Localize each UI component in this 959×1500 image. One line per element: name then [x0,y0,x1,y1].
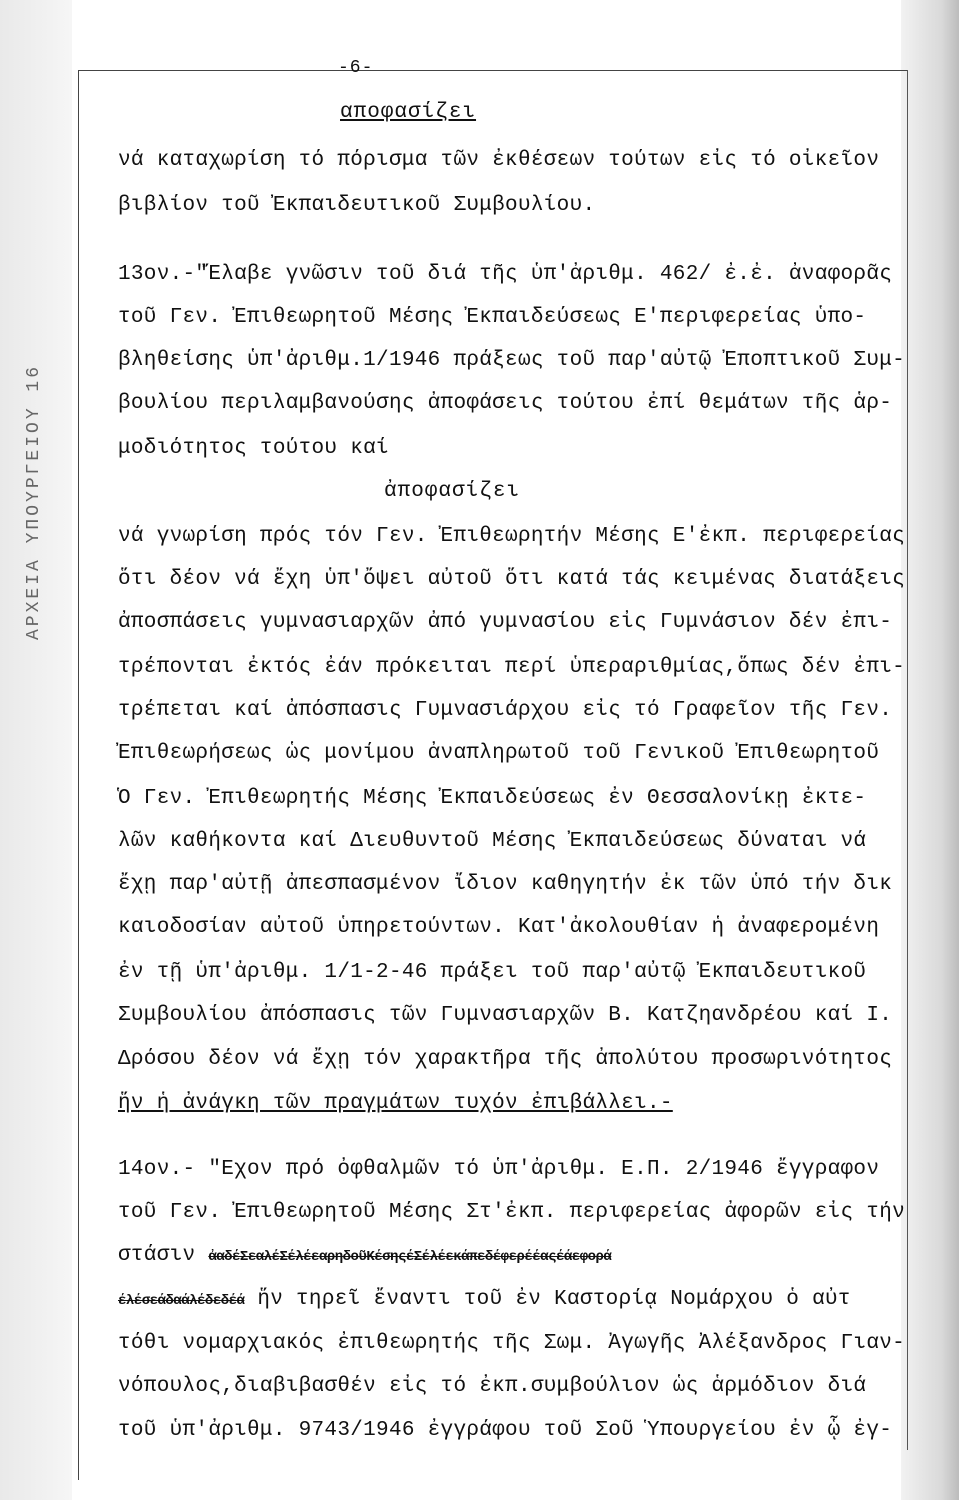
text-line-with-cancellation [118,1243,611,1270]
text-line-with-cancellation [118,1287,851,1314]
decision-heading-2: ἀποφασίζει [384,480,521,503]
text-line: τοῦ ὑπ'ἀριθμ. 9743/1946 ἐγγράφου τοῦ Σοῦ Ὑπουργείου ἐν ᾧ ἐγ- [118,1419,893,1442]
line-text: ἥν τηρεῖ ἔναντι τοῦ ἐν Καστορίᾳ Νομάρχου ὁ αὐτ [257,1288,851,1311]
cancelled-text: ἀαδέΣεαλέΣέλέεαρηδοῦΚέσηςέΣέλέεκάπεδέφερέέαςέάεφορά [208,1249,612,1265]
scan-right-binding [901,0,959,1500]
text-line: τρέπεται καί ἀπόσπασις Γυμνασιάρχου εἰς τό Γραφεῖον τῆς Γεν. [118,699,893,722]
scan-left-margin [0,0,72,1500]
page-frame-left [78,70,79,1480]
text-line: νά γνωρίση πρός τόν Γεν. Ἐπιθεωρητήν Μέσης Ε'ἐκπ. περιφερείας [118,525,906,548]
text-line: Ἐπιθεωρήσεως ὡς μονίμου ἀναπληρωτοῦ τοῦ Γενικοῦ Ἐπιθεωρητοῦ [118,742,880,765]
text-line: ἀποσπάσεις γυμνασιαρχῶν ἀπό γυμνασίου εἰς Γυμνάσιον δέν ἐπι- [118,611,893,634]
decision-heading-1: αποφασίζει [340,101,477,124]
line-text: στάσιν [118,1244,196,1267]
page-frame-right [907,70,908,1450]
text-line: νόπουλος,διαβιβασθέν εἰς τό ἐκπ.συμβούλιον ὡς ἁρμόδιον διά [118,1375,867,1398]
text-line: τόθι νομαρχιακός ἐπιθεωρητής τῆς Σωμ. Ἀγωγῆς Ἀλέξανδρος Γιαν- [118,1332,906,1355]
text-line: λῶν καθήκοντα καί Διευθυντοῦ Μέσης Ἐκπαιδεύσεως δύναται νά [118,830,867,853]
text-line: βουλίου περιλαμβανούσης ἀποφάσεις τούτου ἐπί θεμάτων τῆς ἁρ- [118,392,893,415]
page-number: -6- [338,58,374,78]
text-line: καιοδοσίαν αὐτοῦ ὑπηρετούντων. Κατ'ἀκολουθίαν ἡ ἀναφερομένη [118,916,880,939]
text-line: ἥν ἡ ἀνάγκη τῶν πραγμάτων τυχόν ἐπιβάλλει.- [118,1092,673,1115]
text-line: μοδιότητος τούτου καί [118,437,389,460]
item-13-line: 13ον.-"Ἔλαβε γνῶσιν τοῦ διά τῆς ὑπ'ἀριθμ. 462/ ἐ.ἐ. ἀναφορᾶς [118,263,893,286]
text-line: βιβλίον τοῦ Ἐκπαιδευτικοῦ Συμβουλίου. [118,194,596,217]
text-line: ἔχῃ παρ'αὐτῇ ἀπεσπασμένον ἴδιον καθηγητήν ἐκ τῶν ὑπό τήν δικ [118,873,893,896]
text-line: τρέπονται ἐκτός ἐάν πρόκειται περί ὑπεραριθμίας,ὅπως δέν ἐπι- [118,656,906,679]
text-line: τοῦ Γεν. Ἐπιθεωρητοῦ Μέσης Ἐκπαιδεύσεως Ε'περιφερείας ὑπο- [118,306,867,329]
cancelled-text: έλέσεάδαάλέδεδέά [118,1293,245,1309]
text-line: Δρόσου δέον νά ἔχῃ τόν χαρακτῆρα τῆς ἀπολύτου προσωρινότητος [118,1048,893,1071]
side-archive-stamp: ΑΡΧΕΙΑ ΥΠΟΥΡΓΕΙΟΥ 16 [24,363,44,640]
text-line: Ὁ Γεν. Ἐπιθεωρητής Μέσης Ἐκπαιδεύσεως ἐν Θεσσαλονίκῃ ἐκτε- [118,787,867,810]
text-line: Συμβουλίου ἀπόσπασις τῶν Γυμνασιαρχῶν Β. Κατζηανδρέου καί Ι. [118,1004,893,1027]
item-14-line: 14ον.- "Εχον πρό ὀφθαλμῶν τό ὑπ'ἀριθμ. Ε.Π. 2/1946 ἔγγραφον [118,1158,880,1181]
text-line: τοῦ Γεν. Ἐπιθεωρητοῦ Μέσης Στ'ἐκπ. περιφερείας ἀφορῶν εἰς τήν [118,1201,906,1224]
text-line: νά καταχωρίση τό πόρισμα τῶν ἐκθέσεων τούτων εἰς τό οἰκεῖον [118,149,880,172]
page-frame-top [78,70,908,71]
text-line: ὅτι δέον νά ἔχη ὑπ'ὄψει αὐτοῦ ὅτι κατά τάς κειμένας διατάξεις [118,568,906,591]
text-line: ἐν τῇ ὑπ'ἀριθμ. 1/1-2-46 πράξει τοῦ παρ'αὐτῷ Ἐκπαιδευτικοῦ [118,961,867,984]
text-line: βληθείσης ὑπ'ἀριθμ.1/1946 πράξεως τοῦ παρ'αὐτῷ Ἐποπτικοῦ Συμ- [118,349,906,372]
